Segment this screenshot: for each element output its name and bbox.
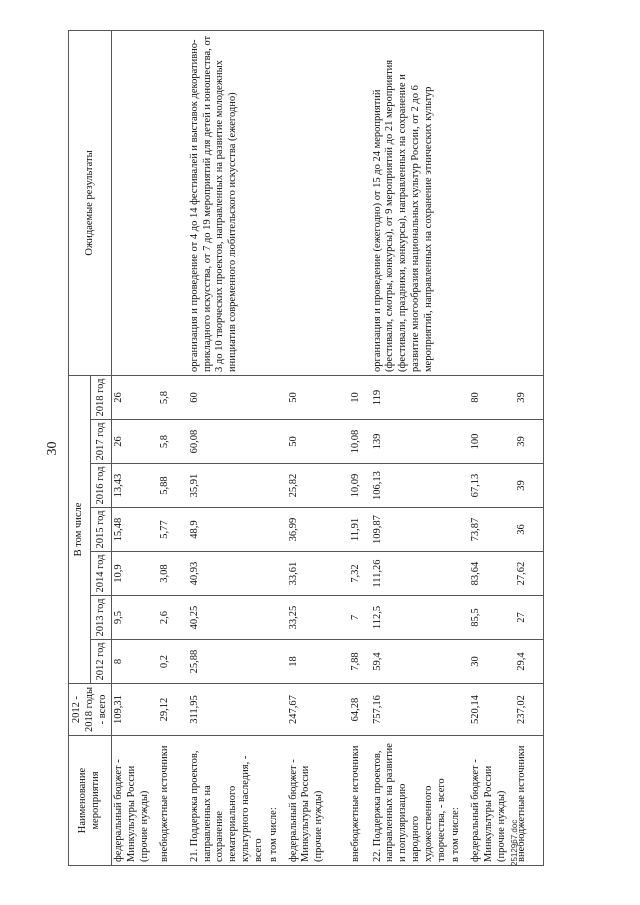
cell-expected-result [469, 30, 515, 375]
cell-year-value: 40,93 [188, 552, 267, 596]
cell-year-value: 25,88 [188, 640, 267, 684]
cell-year-value [449, 552, 469, 596]
cell-year-value: 67,13 [469, 464, 515, 508]
cell-year-value: 5,88 [158, 464, 188, 508]
budget-table [68, 30, 544, 866]
cell-year-value: 30 [469, 640, 515, 684]
cell-year-value: 7 [349, 596, 371, 640]
cell-year-value: 36 [515, 508, 543, 552]
cell-year-value: 15,48 [112, 508, 158, 552]
cell-expected-result [287, 30, 349, 375]
cell-year-value: 10,9 [112, 552, 158, 596]
table-row [349, 30, 371, 865]
table-row [267, 30, 287, 865]
document-code: 2512967.doc [510, 819, 519, 866]
cell-year-value: 7,88 [349, 640, 371, 684]
cell-activity-name: федеральный бюджет - Минкультуры России (прочие нужды) [469, 736, 515, 866]
cell-expected-result [449, 30, 469, 375]
cell-year-value: 8 [112, 640, 158, 684]
cell-total: 757,16 [371, 684, 450, 736]
cell-year-value: 50 [287, 375, 349, 419]
cell-year-value: 5,8 [158, 420, 188, 464]
cell-year-value: 29,4 [515, 640, 543, 684]
cell-expected-result [349, 30, 371, 375]
cell-year-value: 27,62 [515, 552, 543, 596]
cell-total [449, 684, 469, 736]
cell-year-value: 33,61 [287, 552, 349, 596]
cell-year-value: 109,87 [371, 508, 450, 552]
table-row [158, 30, 188, 865]
document-page [40, 31, 545, 866]
cell-year-value: 59,4 [371, 640, 450, 684]
cell-year-value [449, 375, 469, 419]
table-body [112, 30, 544, 865]
cell-year-value: 35,91 [188, 464, 267, 508]
cell-year-value: 85,5 [469, 596, 515, 640]
cell-expected-result: организация и проведение (ежегодно) от 15 до 24 мероприятий (фестивали, смотры, конкурсы), от 9 мероприятий до 21 мероприятия (фестивали, праздники, конкурсы), направленных на сохранение и развитие многообразия национальных культур России, от 2 до 6 мероприятий, направленных на сохранение этнических культур [371, 30, 450, 375]
header-year: 2018 год [90, 375, 112, 419]
cell-year-value: 7,32 [349, 552, 371, 596]
cell-year-value [267, 640, 287, 684]
cell-year-value: 26 [112, 420, 158, 464]
cell-year-value [449, 640, 469, 684]
cell-year-value: 83,64 [469, 552, 515, 596]
cell-year-value [267, 375, 287, 419]
cell-year-value: 119 [371, 375, 450, 419]
cell-year-value: 11,91 [349, 508, 371, 552]
cell-total [267, 684, 287, 736]
cell-total: 520,14 [469, 684, 515, 736]
cell-year-value: 80 [469, 375, 515, 419]
cell-year-value: 40,25 [188, 596, 267, 640]
header-year: 2017 год [90, 420, 112, 464]
cell-year-value: 73,87 [469, 508, 515, 552]
cell-total: 64,28 [349, 684, 371, 736]
cell-activity-name: в том числе: [449, 736, 469, 866]
table-header [69, 30, 112, 865]
cell-activity-name: внебюджетные источники [158, 736, 188, 866]
header-year: 2014 год [90, 552, 112, 596]
cell-year-value: 60 [188, 375, 267, 419]
cell-activity-name: 22. Поддержка проектов, направленных на развитие и популяризацию народного художественного творчества, - всего [371, 736, 450, 866]
cell-activity-name: 21. Поддержка проектов, направленных на сохранение нематериального культурного наследия, - всего [188, 736, 267, 866]
cell-year-value: 27 [515, 596, 543, 640]
cell-total: 29,12 [158, 684, 188, 736]
cell-total: 247,67 [287, 684, 349, 736]
table-row [469, 30, 515, 865]
cell-year-value [267, 420, 287, 464]
cell-year-value [267, 464, 287, 508]
cell-year-value: 10 [349, 375, 371, 419]
cell-year-value: 26 [112, 375, 158, 419]
cell-year-value: 48,9 [188, 508, 267, 552]
cell-year-value: 139 [371, 420, 450, 464]
cell-activity-name: внебюджетные источники [515, 736, 543, 866]
cell-year-value: 9,5 [112, 596, 158, 640]
cell-year-value [449, 420, 469, 464]
cell-activity-name: в том числе: [267, 736, 287, 866]
cell-total: 311,95 [188, 684, 267, 736]
header-total: 2012 - 2018 годы - всего [69, 684, 112, 736]
table-row [515, 30, 543, 865]
cell-year-value [267, 596, 287, 640]
cell-year-value: 2,6 [158, 596, 188, 640]
header-year: 2016 год [90, 464, 112, 508]
cell-year-value: 18 [287, 640, 349, 684]
table-row [112, 30, 158, 865]
page-number: 30 [45, 441, 60, 456]
cell-year-value: 5,8 [158, 375, 188, 419]
cell-expected-result [515, 30, 543, 375]
cell-activity-name: федеральный бюджет - Минкультуры России (прочие нужды) [112, 736, 158, 866]
table-row [188, 30, 267, 865]
cell-expected-result [112, 30, 158, 375]
cell-year-value: 10,08 [349, 420, 371, 464]
cell-total: 109,31 [112, 684, 158, 736]
cell-expected-result [158, 30, 188, 375]
cell-year-value: 100 [469, 420, 515, 464]
cell-year-value: 3,08 [158, 552, 188, 596]
cell-year-value: 50 [287, 420, 349, 464]
cell-activity-name: внебюджетные источники [349, 736, 371, 866]
cell-year-value: 39 [515, 375, 543, 419]
header-year: 2013 год [90, 596, 112, 640]
cell-year-value [449, 596, 469, 640]
cell-total: 237,02 [515, 684, 543, 736]
header-year: 2012 год [90, 640, 112, 684]
cell-year-value [449, 508, 469, 552]
header-including: В том числе [69, 375, 91, 683]
cell-year-value: 10,09 [349, 464, 371, 508]
header-name: Наименование мероприятия [69, 736, 112, 866]
cell-year-value: 111,26 [371, 552, 450, 596]
cell-year-value: 0,2 [158, 640, 188, 684]
cell-year-value: 39 [515, 464, 543, 508]
cell-expected-result: организация и проведение от 4 до 14 фестивалей и выставок декоративно-прикладного искусства, от 7 до 19 мероприятий для детей и юношества, от 3 до 10 творческих проектов, направленных на развитие молодежных инициатив современного любительского искусства (ежегодно) [188, 30, 267, 375]
cell-year-value [449, 464, 469, 508]
table-row [371, 30, 450, 865]
cell-year-value: 25,82 [287, 464, 349, 508]
cell-year-value: 112,5 [371, 596, 450, 640]
table-row [287, 30, 349, 865]
cell-year-value [267, 508, 287, 552]
cell-year-value: 39 [515, 420, 543, 464]
cell-year-value: 60,08 [188, 420, 267, 464]
cell-year-value: 5,77 [158, 508, 188, 552]
cell-activity-name: федеральный бюджет - Минкультуры России (прочие нужды) [287, 736, 349, 866]
cell-year-value [267, 552, 287, 596]
cell-year-value: 36,99 [287, 508, 349, 552]
cell-expected-result [267, 30, 287, 375]
header-year: 2015 год [90, 508, 112, 552]
header-results: Ожидаемые результаты [69, 30, 112, 375]
table-row [449, 30, 469, 865]
cell-year-value: 106,13 [371, 464, 450, 508]
cell-year-value: 33,25 [287, 596, 349, 640]
cell-year-value: 13,43 [112, 464, 158, 508]
